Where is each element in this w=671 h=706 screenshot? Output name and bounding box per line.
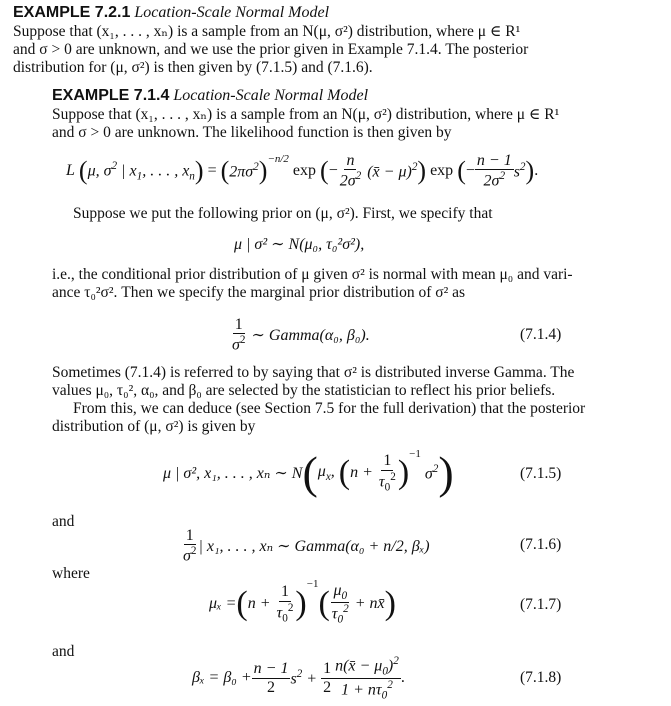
- equation-717: μₓ = ( n + $\frac{1}{\tau_0^2}$ ) $^{-1}$ ( $\frac{\mu_0}{\tau_0^2}$ + nx̄ ): [209, 578, 396, 626]
- equation-716-rhs: | x₁, . . . , xₙ ∼ Gamma(α₀ + n/2, βₓ): [198, 538, 430, 555]
- equation-718: βₓ = β₀ + $\frac{n - 1}{2}$ $s^2$ + $\frac{1}{2}$ $\frac{n(x̄ - \mu_0)^2}{1 + n\tau_0^2}$ .: [192, 654, 405, 702]
- from-line-2: distribution of (μ, σ²) is given by: [52, 418, 256, 435]
- equation-number-714: (7.1.4): [520, 326, 562, 343]
- and-label-1: and: [52, 513, 75, 530]
- where-label: where: [52, 565, 90, 582]
- equation-number-715: (7.1.5): [520, 465, 562, 482]
- from-line-1: From this, we can deduce (see Section 7.5 for the full derivation) that the posterior: [73, 400, 586, 417]
- equation-714: $\frac{1}{\sigma^2}$ ∼ Gamma(α₀, β₀).: [232, 315, 370, 354]
- equation-number-716: (7.1.6): [520, 536, 562, 553]
- example-721-title: Location-Scale Normal Model: [134, 4, 330, 21]
- example-714-line-1: Suppose that (x₁, . . . , xₙ) is a sample from an N(μ, σ²) distribution, where μ ∈ R¹: [52, 106, 560, 123]
- gamma-prior-rhs: ∼ Gamma(α₀, β₀).: [251, 327, 370, 344]
- example-714-title: Location-Scale Normal Model: [173, 87, 369, 104]
- example-714-heading: [52, 87, 368, 105]
- example-714-number: EXAMPLE 7.1.4: [52, 87, 170, 104]
- sometimes-line-1: Sometimes (7.1.4) is referred to by saying that σ² is distributed inverse Gamma. The: [52, 364, 575, 381]
- likelihood-equation: L ( μ, $\sigma^2$ | $x_1$, . . . , $x_n$ ) = ( $2\pi\sigma^2$ ) $^{-n/2}$ exp ( − $\frac{n}{2\sigma^2}$ (x̄ − μ)$^2$ ) exp ( − $\frac{n - 1}{2\sigma^2}$ $s^2$ ) .: [66, 151, 539, 190]
- prior-equation: μ | σ² ∼ N(μ₀, τ₀²σ²),: [234, 236, 365, 253]
- example-721-line-1: Suppose that (x₁, . . . , xₙ) is a sample from an N(μ, σ²) distribution, where μ ∈ R¹: [13, 23, 521, 40]
- equation-number-718: (7.1.8): [520, 669, 562, 686]
- example-721-line-3: distribution for (μ, σ²) is then given by (7.1.5) and (7.1.6).: [13, 59, 373, 76]
- example-721-line-2: and σ > 0 are unknown, and we use the prior given in Example 7.1.4. The posterior: [13, 41, 529, 58]
- example-721-number: EXAMPLE 7.2.1: [13, 4, 131, 21]
- equation-716: $\frac{1}{\sigma^2}$ | x₁, . . . , xₙ ∼ Gamma(α₀ + n/2, βₓ): [183, 526, 430, 565]
- equation-715-lhs: μ | σ², x₁, . . . , xₙ ∼ N: [163, 465, 303, 482]
- ie-line-1: i.e., the conditional prior distribution of μ given σ² is normal with mean μ₀ and vari-: [52, 266, 573, 283]
- equation-number-717: (7.1.7): [520, 596, 562, 613]
- equation-715: μ | σ², x₁, . . . , xₙ ∼ N ( $\mu_x$, ( n + $\frac{1}{\tau_0^2}$ ) $^{-1}$ $\sigma^2$ ): [163, 447, 454, 498]
- equation-717-lhs: μₓ =: [209, 595, 237, 612]
- prior-intro: Suppose we put the following prior on (μ, σ²). First, we specify that: [73, 205, 493, 222]
- and-label-2: and: [52, 643, 75, 660]
- equation-718-lhs: βₓ = β₀ +: [192, 669, 252, 686]
- example-714-line-2: and σ > 0 are unknown. The likelihood function is then given by: [52, 124, 452, 141]
- example-721-heading: [13, 4, 329, 22]
- ie-line-2: ance τ₀²σ². Then we specify the marginal prior distribution of σ² as: [52, 284, 466, 301]
- sometimes-line-2: values μ₀, τ₀², α₀, and β₀ are selected by the statistician to reflect his prior beliefs.: [52, 382, 556, 399]
